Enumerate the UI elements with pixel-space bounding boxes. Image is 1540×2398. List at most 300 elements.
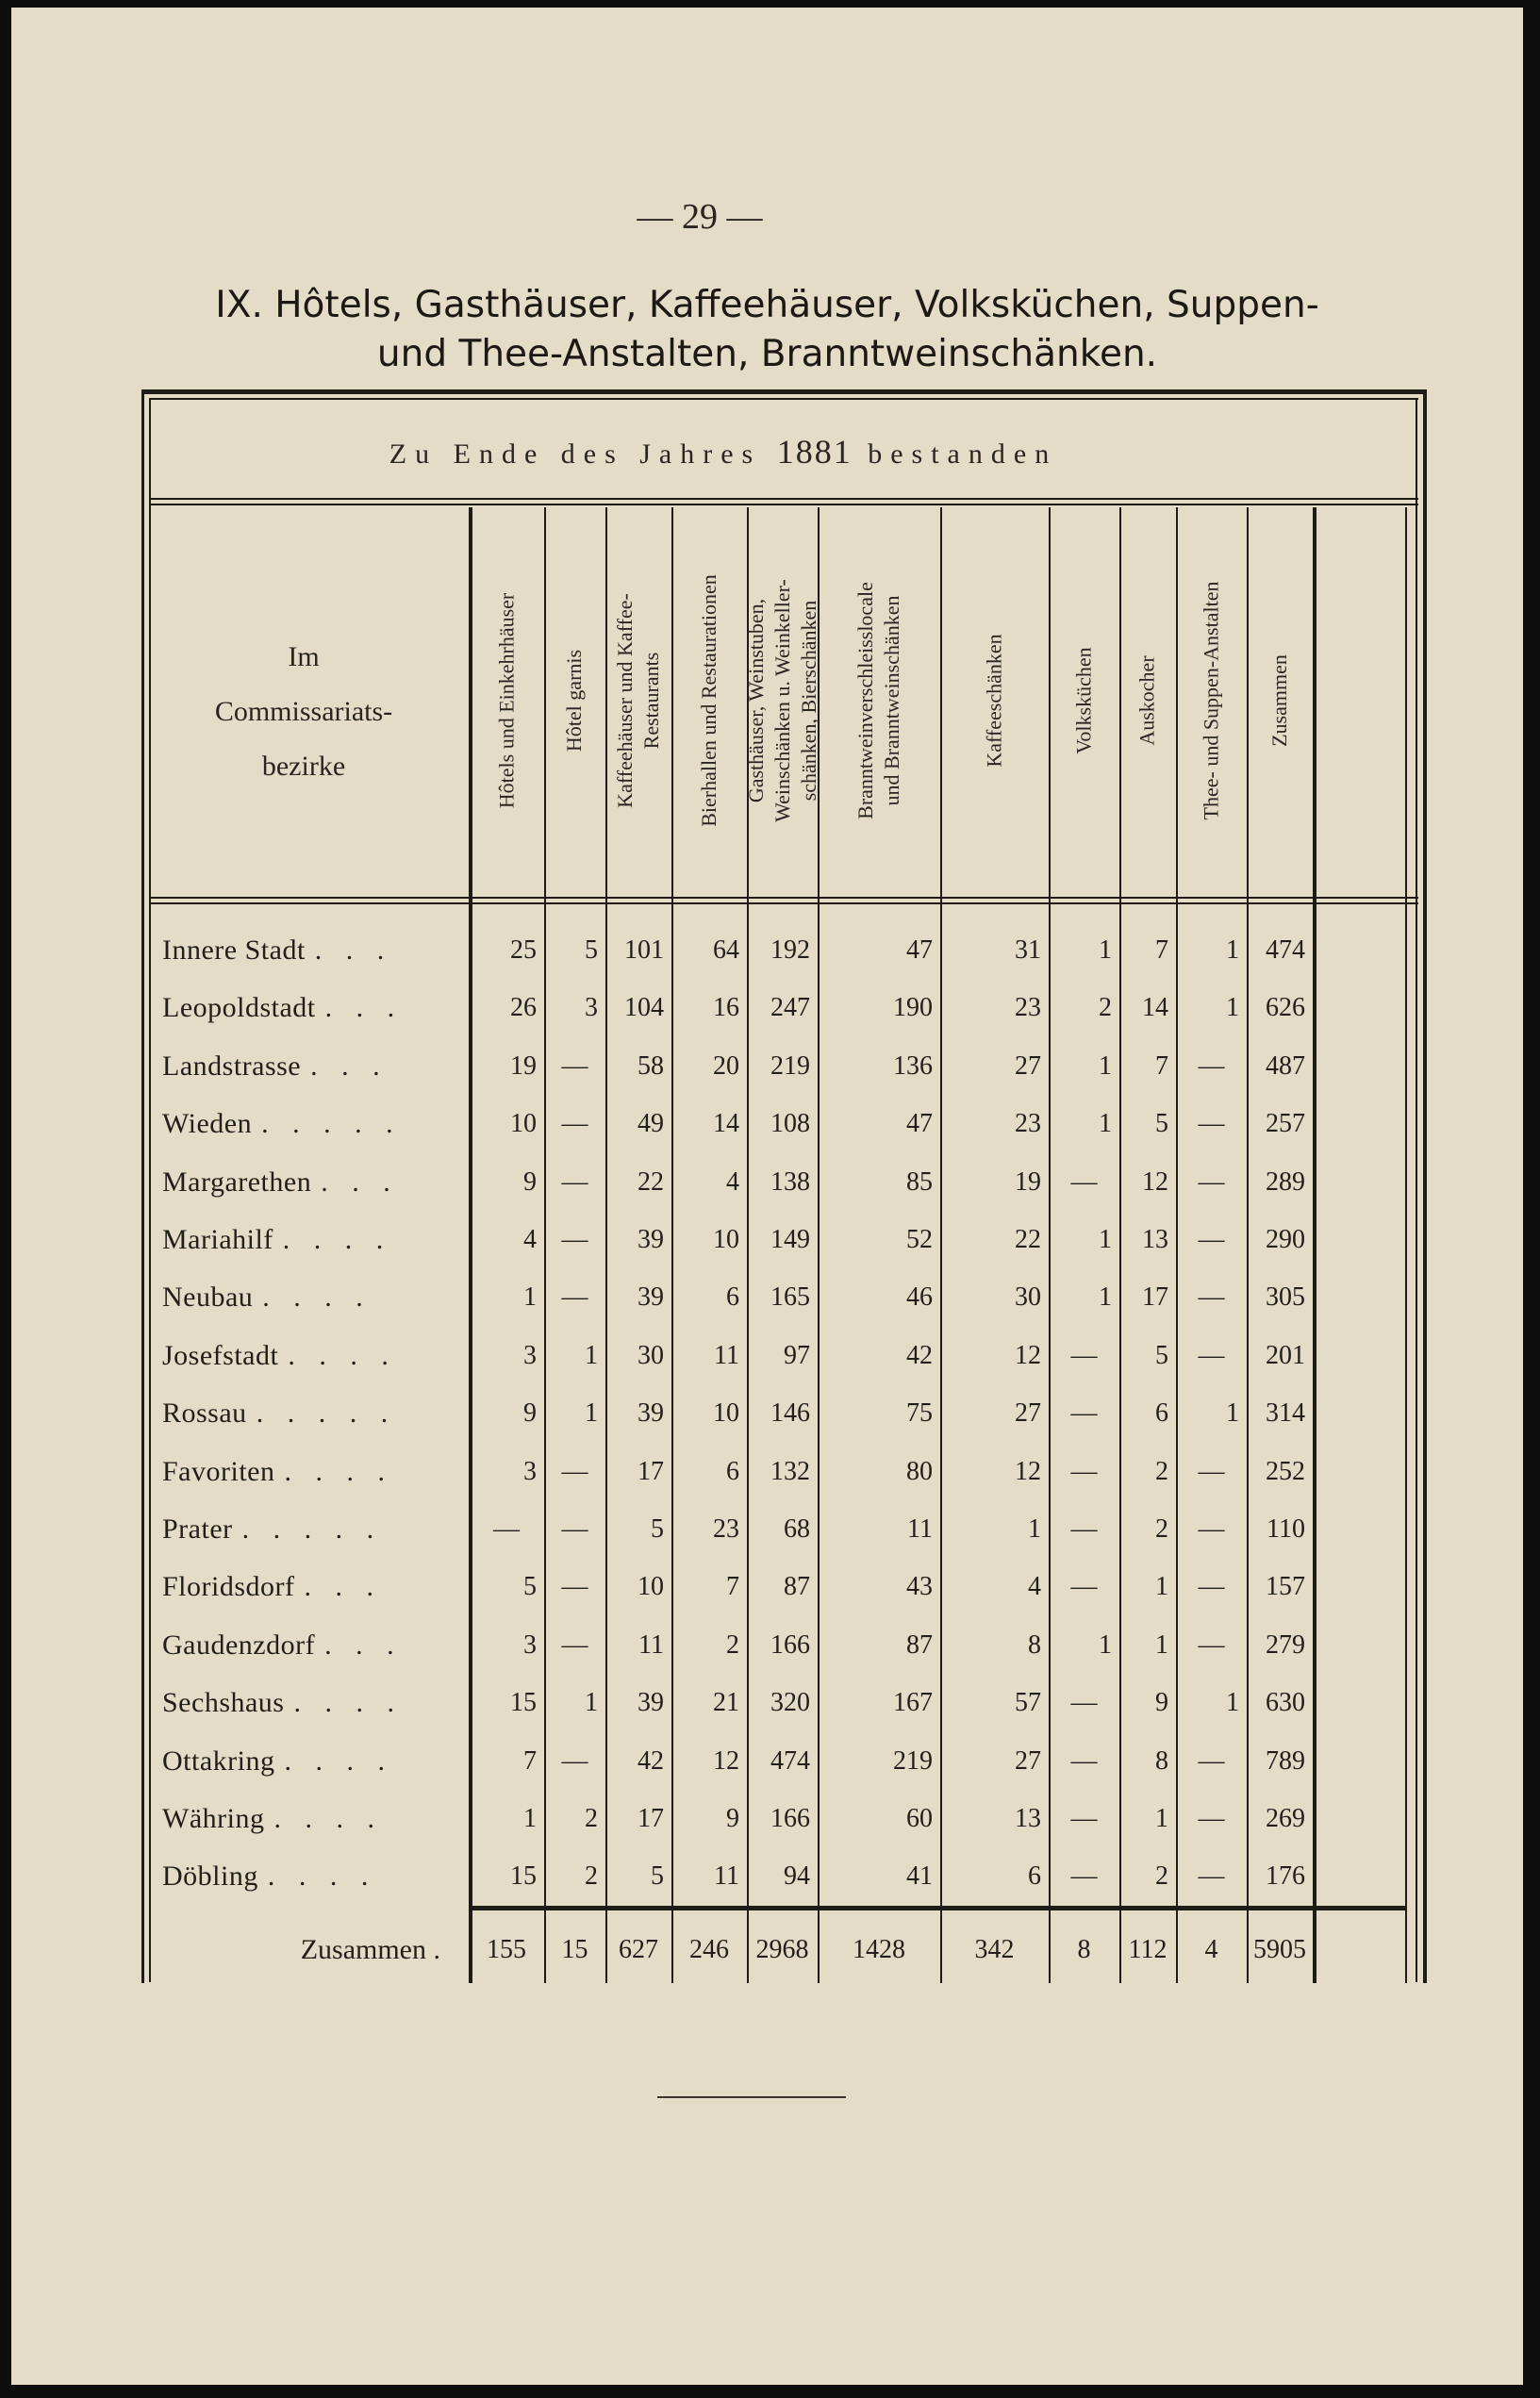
table-cell: 165 bbox=[770, 1282, 810, 1312]
table-cell: — bbox=[1198, 1225, 1225, 1254]
column-header bbox=[469, 507, 544, 894]
header-rule bbox=[149, 897, 1418, 899]
table-cell: 27 bbox=[1015, 1051, 1041, 1081]
column-header-text bbox=[982, 634, 1008, 767]
table-cell: — bbox=[1070, 1746, 1098, 1776]
table-cell: 149 bbox=[770, 1225, 810, 1254]
district-name bbox=[162, 932, 464, 969]
table-cell: — bbox=[1198, 1167, 1225, 1197]
table-cell: — bbox=[1070, 1398, 1098, 1428]
table-cell: 247 bbox=[770, 993, 810, 1022]
column-header-line: schänken, Bierschänken bbox=[796, 600, 820, 802]
table-cell: 2 bbox=[1155, 1861, 1168, 1891]
table-cell: 6 bbox=[1028, 1861, 1041, 1891]
total-cell: 342 bbox=[974, 1935, 1015, 1964]
row-header-line-3: bezirke bbox=[261, 751, 346, 782]
table-cell: 4 bbox=[523, 1225, 537, 1254]
table-cell: 1 bbox=[585, 1688, 598, 1717]
table-cell: — bbox=[1070, 1572, 1098, 1601]
leader-dots: . . . bbox=[324, 1629, 403, 1661]
leader-dots: . . . bbox=[310, 1050, 389, 1082]
table-cell: 1 bbox=[1099, 1282, 1112, 1312]
table-cell: 1 bbox=[523, 1804, 537, 1833]
page-number: — 29 — bbox=[637, 197, 763, 237]
column-header-line: Volksküchen bbox=[1071, 647, 1096, 754]
table-cell: — bbox=[1070, 1688, 1098, 1717]
table-top-rule-inner bbox=[149, 398, 1418, 400]
table-cell: 75 bbox=[906, 1398, 933, 1428]
table-cell: — bbox=[1198, 1572, 1225, 1601]
table-cell: 9 bbox=[523, 1167, 537, 1197]
district-label: Floridsdorf bbox=[162, 1571, 295, 1602]
table-left-border-inner bbox=[149, 398, 151, 1982]
table-cell: — bbox=[561, 1572, 588, 1601]
table-cell: 789 bbox=[1266, 1746, 1305, 1776]
table-cell: — bbox=[1198, 1630, 1225, 1660]
total-rule bbox=[469, 1906, 1405, 1910]
table-cell: 39 bbox=[638, 1225, 664, 1254]
district-name bbox=[162, 1743, 464, 1780]
table-cell: 166 bbox=[770, 1630, 810, 1660]
leader-dots: . . . . bbox=[288, 1340, 397, 1371]
leader-dots: . . . . bbox=[284, 1745, 393, 1777]
district-name bbox=[162, 1164, 464, 1201]
district-label: Margarethen bbox=[162, 1166, 312, 1198]
table-right-border-inner bbox=[1416, 398, 1417, 1982]
table-cell: — bbox=[1070, 1167, 1098, 1197]
table-cell: 219 bbox=[893, 1746, 933, 1776]
column-header-line: Thee- und Suppen-Anstalten bbox=[1199, 581, 1223, 820]
table-cell: — bbox=[561, 1109, 588, 1138]
district-label: Ottakring bbox=[162, 1745, 275, 1777]
table-cell: 68 bbox=[784, 1514, 810, 1544]
table-cell: 22 bbox=[1015, 1225, 1041, 1254]
table-cell: 269 bbox=[1266, 1804, 1305, 1833]
leader-dots: . . . . . bbox=[256, 1397, 397, 1429]
closing-rule bbox=[657, 2096, 846, 2098]
table-cell: 1 bbox=[1155, 1804, 1168, 1833]
table-cell: 14 bbox=[713, 1109, 739, 1138]
table-cell: 31 bbox=[1015, 935, 1041, 965]
column-header bbox=[1176, 507, 1247, 894]
district-label: Landstrasse bbox=[162, 1050, 302, 1082]
table-cell: 11 bbox=[907, 1514, 933, 1544]
table-cell: 3 bbox=[523, 1630, 537, 1660]
table-cell: 17 bbox=[1142, 1282, 1168, 1312]
table-cell: 27 bbox=[1015, 1746, 1041, 1776]
table-cell: — bbox=[1198, 1804, 1225, 1833]
table-cell: 64 bbox=[713, 935, 739, 965]
total-cell: 5905 bbox=[1253, 1935, 1306, 1964]
table-cell: 166 bbox=[770, 1804, 810, 1833]
table-cell: 1 bbox=[1099, 1225, 1112, 1254]
page-title bbox=[11, 281, 1523, 379]
table-cell: 52 bbox=[906, 1225, 933, 1254]
banner-rule bbox=[149, 498, 1418, 500]
table-cell: 30 bbox=[638, 1341, 664, 1370]
table-cell: 5 bbox=[651, 1514, 664, 1544]
column-header-text bbox=[853, 582, 905, 819]
district-label: Leopoldstadt bbox=[162, 992, 316, 1023]
column-header-line: und Branntweinschänken bbox=[880, 595, 904, 806]
table-cell: 30 bbox=[1015, 1282, 1041, 1312]
table-cell: 1 bbox=[1155, 1572, 1168, 1601]
total-cell: 15 bbox=[561, 1935, 588, 1964]
column-header bbox=[1247, 507, 1313, 894]
table-cell: 13 bbox=[1142, 1225, 1168, 1254]
table-cell: 626 bbox=[1266, 993, 1305, 1022]
district-label: Währing bbox=[162, 1803, 265, 1834]
column-header bbox=[1049, 507, 1119, 894]
table-cell: 26 bbox=[510, 993, 537, 1022]
table-cell: 5 bbox=[523, 1572, 537, 1601]
table-cell: 1 bbox=[1226, 993, 1239, 1022]
table-cell: 11 bbox=[638, 1630, 664, 1660]
table-cell: 94 bbox=[784, 1861, 810, 1891]
table-cell: 1 bbox=[1226, 1398, 1239, 1428]
column-header bbox=[818, 507, 940, 894]
table-cell: 176 bbox=[1266, 1861, 1305, 1891]
table-cell: 49 bbox=[638, 1109, 664, 1138]
row-header bbox=[162, 630, 445, 794]
table-cell: 12 bbox=[1015, 1341, 1041, 1370]
column-header-line: Zusammen bbox=[1267, 654, 1292, 747]
table-cell: 12 bbox=[1015, 1457, 1041, 1486]
table-cell: 6 bbox=[726, 1457, 739, 1486]
title-line-1: IX. Hôtels, Gasthäuser, Kaffeehäuser, Volksküchen, Suppen- bbox=[215, 284, 1319, 326]
total-cell: 112 bbox=[1128, 1935, 1167, 1964]
table-cell: 474 bbox=[1266, 935, 1305, 965]
title-line-2: und Thee-Anstalten, Branntweinschänken. bbox=[376, 333, 1158, 375]
table-cell: 17 bbox=[638, 1457, 664, 1486]
table-cell: 8 bbox=[1155, 1746, 1168, 1776]
column-header-text bbox=[1071, 647, 1098, 753]
table-cell: 1 bbox=[1226, 1688, 1239, 1717]
table-cell: — bbox=[561, 1225, 588, 1254]
district-name bbox=[162, 1627, 464, 1664]
column-header-line: Hôtels und Einkehrhäuser bbox=[494, 592, 518, 809]
table-cell: 39 bbox=[638, 1688, 664, 1717]
table-cell: 1 bbox=[1226, 935, 1239, 965]
table-cell: 7 bbox=[1155, 1051, 1168, 1081]
table-cell: 57 bbox=[1015, 1688, 1041, 1717]
table-cell: — bbox=[1070, 1341, 1098, 1370]
district-label: Rossau bbox=[162, 1397, 247, 1429]
row-header-line-1: Im bbox=[288, 641, 320, 672]
district-name bbox=[162, 1684, 464, 1722]
district-label: Neubau bbox=[162, 1282, 254, 1313]
table-cell: — bbox=[1198, 1514, 1225, 1544]
column-header-line: Weinschänken u. Weinkeller- bbox=[770, 579, 794, 822]
table-cell: 157 bbox=[1266, 1572, 1305, 1601]
column-header-text bbox=[493, 593, 520, 809]
table-cell: 80 bbox=[906, 1457, 933, 1486]
column-header-line: Kaffeeschänken bbox=[982, 634, 1006, 768]
table-cell: 167 bbox=[893, 1688, 933, 1717]
table-cell: 136 bbox=[893, 1051, 933, 1081]
district-label: Wieden bbox=[162, 1108, 253, 1139]
table-cell: 1 bbox=[1155, 1630, 1168, 1660]
table-cell: 7 bbox=[523, 1746, 537, 1776]
table-cell: 47 bbox=[906, 1109, 933, 1138]
column-divider bbox=[1405, 507, 1407, 1983]
table-cell: 15 bbox=[510, 1861, 537, 1891]
table-cell: 27 bbox=[1015, 1398, 1041, 1428]
table-cell: 279 bbox=[1266, 1630, 1305, 1660]
table-left-border bbox=[141, 389, 144, 1983]
district-label: Josefstadt bbox=[162, 1340, 279, 1371]
column-header-line: Kaffeehäuser und Kaffee- bbox=[613, 593, 637, 808]
table-cell: 13 bbox=[1015, 1804, 1041, 1833]
table-cell: — bbox=[1198, 1341, 1225, 1370]
table-cell: 85 bbox=[906, 1167, 933, 1197]
table-cell: 23 bbox=[1015, 993, 1041, 1022]
row-header-line-2: Commissariats- bbox=[214, 696, 393, 727]
district-name bbox=[162, 1568, 464, 1606]
column-header bbox=[940, 507, 1049, 894]
column-header-line: Branntweinverschleisslocale bbox=[853, 582, 878, 819]
table-cell: 8 bbox=[1028, 1630, 1041, 1660]
column-header bbox=[743, 507, 820, 894]
table-cell: 19 bbox=[1015, 1167, 1041, 1197]
district-name bbox=[162, 1048, 464, 1085]
table-cell: 10 bbox=[638, 1572, 664, 1601]
district-label: Innere Stadt bbox=[162, 934, 306, 966]
table-cell: 314 bbox=[1266, 1398, 1305, 1428]
leader-dots: . . . . bbox=[262, 1282, 372, 1313]
table-cell: 23 bbox=[713, 1514, 739, 1544]
table-cell: — bbox=[561, 1630, 588, 1660]
district-label: Sechshaus bbox=[162, 1687, 285, 1718]
table-right-border bbox=[1423, 389, 1427, 1983]
leader-dots: . . . . bbox=[267, 1861, 377, 1892]
column-header-text bbox=[743, 579, 822, 822]
leader-dots: . . . bbox=[304, 1571, 382, 1602]
column-header-text bbox=[1134, 655, 1161, 745]
table-cell: 1 bbox=[585, 1398, 598, 1428]
table-cell: 10 bbox=[713, 1398, 739, 1428]
banner-rule-2 bbox=[149, 504, 1418, 505]
table-cell: 58 bbox=[638, 1051, 664, 1081]
table-cell: 97 bbox=[784, 1341, 810, 1370]
district-name bbox=[162, 1395, 464, 1432]
table-cell: — bbox=[1198, 1109, 1225, 1138]
table-cell: 22 bbox=[638, 1167, 664, 1197]
total-cell: 8 bbox=[1077, 1935, 1091, 1964]
table-cell: 11 bbox=[714, 1341, 739, 1370]
total-cell: 1428 bbox=[853, 1935, 905, 1964]
table-cell: 16 bbox=[713, 993, 739, 1022]
total-cell: 627 bbox=[619, 1935, 658, 1964]
table-cell: 2 bbox=[1155, 1514, 1168, 1544]
table-cell: 257 bbox=[1266, 1109, 1305, 1138]
column-header bbox=[671, 507, 747, 894]
document-page bbox=[11, 8, 1523, 2385]
table-cell: 23 bbox=[1015, 1109, 1041, 1138]
banner-before: Zu Ende des Jahres bbox=[389, 438, 762, 470]
column-header bbox=[605, 507, 671, 894]
column-header-text bbox=[1267, 654, 1293, 747]
table-cell: 6 bbox=[1155, 1398, 1168, 1428]
leader-dots: . . . . . bbox=[261, 1108, 402, 1139]
header-rule-2 bbox=[149, 902, 1418, 904]
leader-dots: . . . bbox=[324, 992, 404, 1023]
table-cell: — bbox=[1070, 1804, 1098, 1833]
column-header-text bbox=[612, 593, 665, 808]
leader-dots: . . . . . bbox=[241, 1513, 383, 1545]
district-label: Mariahilf bbox=[162, 1224, 273, 1255]
column-divider bbox=[1313, 507, 1316, 1983]
table-cell: 3 bbox=[523, 1457, 537, 1486]
table-cell: 9 bbox=[726, 1804, 739, 1833]
table-cell: — bbox=[561, 1514, 588, 1544]
column-header bbox=[544, 507, 605, 894]
table-cell: 9 bbox=[1155, 1688, 1168, 1717]
table-cell: 3 bbox=[523, 1341, 537, 1370]
table-cell: 290 bbox=[1266, 1225, 1305, 1254]
table-cell: 305 bbox=[1266, 1282, 1305, 1312]
district-label: Prater bbox=[162, 1513, 233, 1545]
table-cell: — bbox=[1070, 1861, 1098, 1891]
column-header-line: Gasthäuser, Weinstuben, bbox=[743, 598, 768, 803]
leader-dots: . . . . bbox=[293, 1687, 403, 1718]
table-cell: 17 bbox=[638, 1804, 664, 1833]
table-cell: 5 bbox=[1155, 1341, 1168, 1370]
total-cell: 155 bbox=[487, 1935, 526, 1964]
leader-dots: . . . bbox=[314, 934, 393, 966]
leader-dots: . . . . bbox=[273, 1803, 383, 1834]
table-cell: 190 bbox=[893, 993, 933, 1022]
table-cell: 9 bbox=[523, 1398, 537, 1428]
table-top-rule bbox=[141, 389, 1426, 394]
total-cell: 2968 bbox=[755, 1935, 809, 1964]
table-cell: 87 bbox=[906, 1630, 933, 1660]
table-cell: 252 bbox=[1266, 1457, 1305, 1486]
district-name bbox=[162, 1105, 464, 1143]
table-cell: 39 bbox=[638, 1398, 664, 1428]
table-cell: 7 bbox=[1155, 935, 1168, 965]
table-cell: 487 bbox=[1266, 1051, 1305, 1081]
table-cell: — bbox=[561, 1167, 588, 1197]
table-cell: 4 bbox=[726, 1167, 739, 1197]
column-header-line: Auskocher bbox=[1135, 655, 1159, 746]
district-name bbox=[162, 1858, 464, 1895]
table-cell: 12 bbox=[713, 1746, 739, 1776]
district-name bbox=[162, 1279, 464, 1316]
table-cell: 5 bbox=[651, 1861, 664, 1891]
banner-year: 1881 bbox=[776, 433, 853, 471]
table-cell: — bbox=[1070, 1514, 1098, 1544]
table-cell: — bbox=[561, 1746, 588, 1776]
table-cell: 25 bbox=[510, 935, 537, 965]
table-cell: 1 bbox=[585, 1341, 598, 1370]
table-cell: 19 bbox=[510, 1051, 537, 1081]
total-cell: 4 bbox=[1204, 1935, 1218, 1964]
district-name bbox=[162, 1337, 464, 1375]
table-cell: — bbox=[1198, 1282, 1225, 1312]
table-cell: — bbox=[561, 1457, 588, 1486]
table-cell: — bbox=[561, 1051, 588, 1081]
district-name bbox=[162, 989, 464, 1027]
table-cell: 43 bbox=[906, 1572, 933, 1601]
column-header-line: Restaurants bbox=[639, 652, 663, 750]
table-cell: 1 bbox=[1099, 935, 1112, 965]
table-cell: — bbox=[1198, 1861, 1225, 1891]
table-cell: 320 bbox=[770, 1688, 810, 1717]
table-cell: 1 bbox=[1099, 1109, 1112, 1138]
table-cell: 10 bbox=[713, 1225, 739, 1254]
table-cell: 1 bbox=[1028, 1514, 1041, 1544]
table-cell: — bbox=[1198, 1457, 1225, 1486]
table-cell: 219 bbox=[770, 1051, 810, 1081]
table-cell: 41 bbox=[906, 1861, 933, 1891]
table-cell: 289 bbox=[1266, 1167, 1305, 1197]
table-cell: 474 bbox=[770, 1746, 810, 1776]
table-cell: 630 bbox=[1266, 1688, 1305, 1717]
table-cell: 101 bbox=[624, 935, 664, 965]
table-cell: 201 bbox=[1266, 1341, 1305, 1370]
table-cell: 12 bbox=[1142, 1167, 1168, 1197]
district-label: Gaudenzdorf bbox=[162, 1629, 316, 1661]
table-cell: 3 bbox=[585, 993, 598, 1022]
table-cell: — bbox=[1198, 1051, 1225, 1081]
leader-dots: . . . bbox=[321, 1166, 399, 1198]
table-cell: 138 bbox=[770, 1167, 810, 1197]
table-cell: 4 bbox=[1028, 1572, 1041, 1601]
table-cell: 2 bbox=[1155, 1457, 1168, 1486]
district-name bbox=[162, 1221, 464, 1259]
table-cell: 1 bbox=[1099, 1051, 1112, 1081]
table-cell: 5 bbox=[585, 935, 598, 965]
table-cell: 1 bbox=[1099, 1630, 1112, 1660]
table-cell: 11 bbox=[714, 1861, 739, 1891]
banner-after: bestanden bbox=[868, 438, 1058, 470]
table-cell: 104 bbox=[624, 993, 664, 1022]
table-cell: 1 bbox=[523, 1282, 537, 1312]
column-header bbox=[1119, 507, 1176, 894]
total-label: Zusammen . bbox=[300, 1934, 440, 1965]
table-cell: 108 bbox=[770, 1109, 810, 1138]
district-name bbox=[162, 1511, 464, 1548]
table-cell: 7 bbox=[726, 1572, 739, 1601]
table-cell: 110 bbox=[1267, 1514, 1305, 1544]
column-header-text bbox=[696, 574, 722, 827]
table-cell: 2 bbox=[585, 1804, 598, 1833]
table-cell: 21 bbox=[713, 1688, 739, 1717]
table-cell: 47 bbox=[906, 935, 933, 965]
table-cell: 6 bbox=[726, 1282, 739, 1312]
table-cell: 132 bbox=[770, 1457, 810, 1486]
district-name bbox=[162, 1453, 464, 1491]
table-cell: 20 bbox=[713, 1051, 739, 1081]
table-cell: 2 bbox=[585, 1861, 598, 1891]
column-header-line: Bierhallen und Restaurationen bbox=[697, 574, 720, 827]
table-cell: 2 bbox=[726, 1630, 739, 1660]
table-cell: 46 bbox=[906, 1282, 933, 1312]
table-cell: 146 bbox=[770, 1398, 810, 1428]
leader-dots: . . . . bbox=[282, 1224, 392, 1255]
table-cell: 192 bbox=[770, 935, 810, 965]
column-header-text bbox=[1199, 582, 1225, 820]
table-cell: — bbox=[561, 1282, 588, 1312]
district-label: Favoriten bbox=[162, 1456, 275, 1487]
district-label: Döbling bbox=[162, 1861, 258, 1892]
table-cell: 5 bbox=[1155, 1109, 1168, 1138]
table-cell: 15 bbox=[510, 1688, 537, 1717]
column-header-line: Hôtel garnis bbox=[562, 649, 587, 752]
table-cell: 42 bbox=[638, 1746, 664, 1776]
table-cell: — bbox=[1198, 1746, 1225, 1776]
